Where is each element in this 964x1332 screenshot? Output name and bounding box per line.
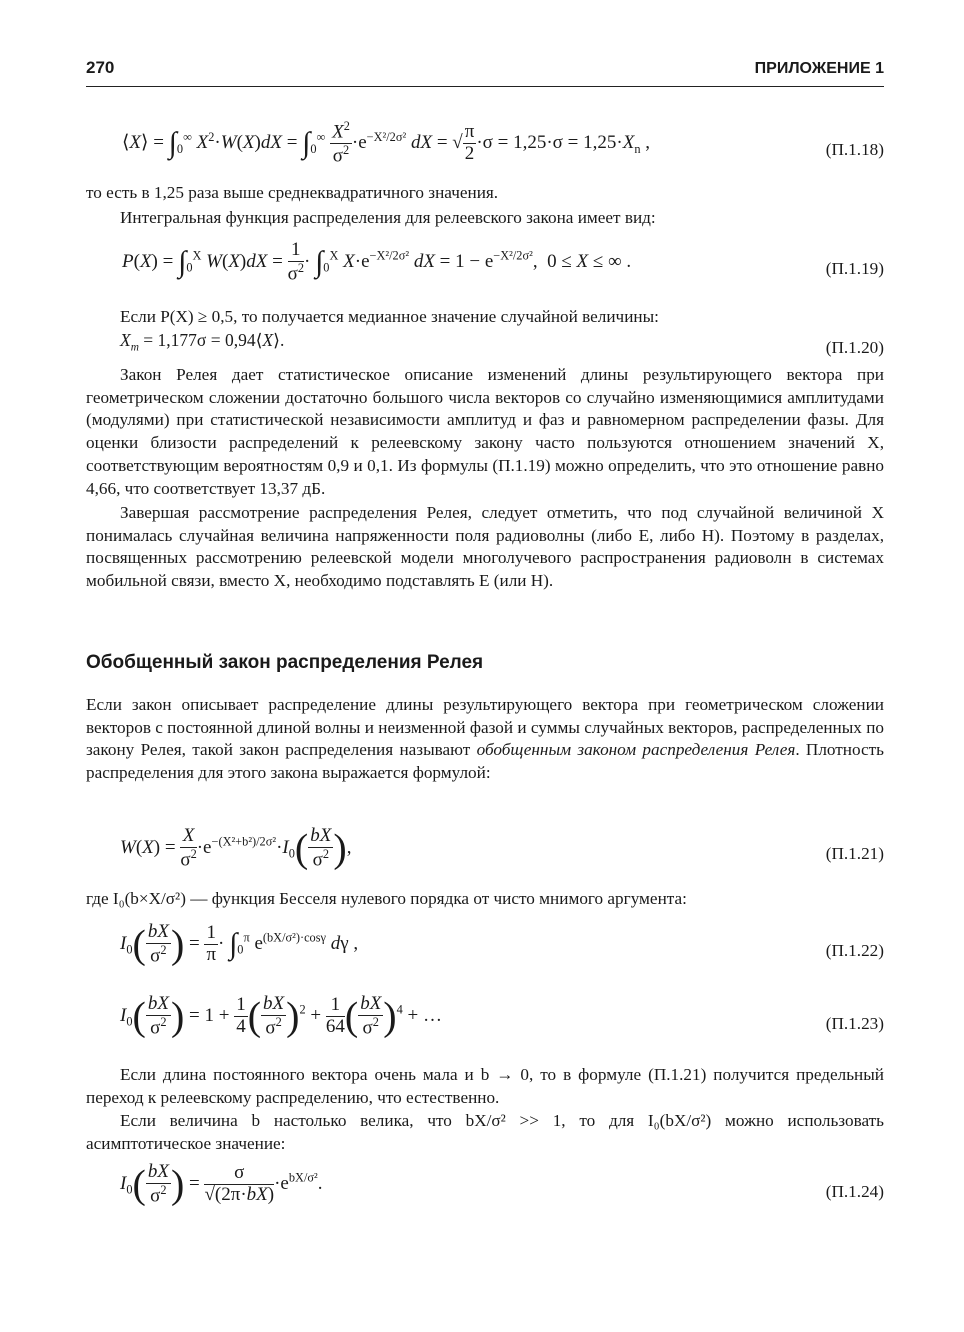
paragraph-6-part-a: Если закон описывает распределение длины результирующего вектора при геометрическом сложении векторов с постоянной длиной волны и неизменной фазой и суммы случайных векторов, распределенных по закону Релея, такой закон распределения называют <box>86 695 884 760</box>
equation-number-1-18: (П.1.18) <box>825 140 884 159</box>
equation-1-18: ⟨X⟩ = $\int_0^\infty$ $X^2\cdot W(X)dX = \int_0^\infty$ $\frac{X^2}{\sigma^2}$ $\cdot e^{-X^2/2\sigma^2}$ dX = √ $\frac{\pi}{2}$ $\cdot\sigma = 1,25\cdot\sigma = 1,25\cdot X_n$ , <box>122 119 650 167</box>
paragraph-3: Если P(X) ≥ 0,5, то получается медианное значение случайной величины: <box>120 307 659 326</box>
paragraph-6-part-b: . Плотность распределения для этого закона выражается формулой: <box>86 740 884 783</box>
section-heading: Обобщенный закон распределения Релея <box>86 652 484 673</box>
equation-number-1-19: (П.1.19) <box>825 259 884 278</box>
page-number: 270 <box>86 58 115 77</box>
equation-1-23: $I_0$( $\frac{bX}{\sigma^2}$ ) = 1 + $\frac{1}{4}$ ( $\frac{bX}{\sigma^2}$ )$^2$ + $\frac{1}{64}$ ( $\frac{bX}{\sigma^2}$ )$^4$ + … <box>120 993 443 1039</box>
equation-1-24: $I_0$( $\frac{bX}{\sigma^2}$ ) = $\frac{\sigma}{√(2\pi\cdot bX)}$ $\cdot e^{bX/\sigma^2}$. <box>120 1161 323 1207</box>
paragraph-2: Интегральная функция распределения для релеевского закона имеет вид: <box>120 208 656 227</box>
paragraph-1: то есть в 1,25 раза выше среднеквадратичного значения. <box>86 183 499 202</box>
paragraph-6-emphasis: обобщенным законом распределения Релея <box>476 740 796 760</box>
equation-1-19: $P(X) = \int_0^X$ W(X)dX = $\frac{1}{\sigma^2}$ · $\int_0^X$ $X\cdot e^{-X^2/2\sigma^2}$ dX = $1 - e^{-X^2/2\sigma^2}$, 0 ≤ X ≤ ∞ . <box>122 239 632 285</box>
equation-1-20: $X_m = 1,177\sigma$ = 0,94⟨X⟩. <box>120 330 285 354</box>
paragraph-8: Если длина постоянного вектора очень мала и b → 0, то в формуле (П.1.21) получится предельный переход к релеевскому распределению, что естественно. <box>86 1065 884 1107</box>
paragraph-4: Закон Релея дает статистическое описание изменений длины результирующего вектора при геометрическом сложении достаточно большого числа векторов со случайно изменяющимися амплитудами (модулями) при статистической независимости амплитуд и фаз и равномерном распределении фазы. Для оценки близости распределений к релеевскому закону часто пользуются отношением значений X, соответствующим вероятностям 0,9 и 0,1. Из формулы (П.1.19) можно определить, что это отношение равно 4,66, что соответствует 13,37 дБ. <box>86 365 884 498</box>
equation-number-1-23: (П.1.23) <box>825 1014 884 1033</box>
equation-number-1-21: (П.1.21) <box>825 844 884 863</box>
equation-1-21: W(X) = $\frac{X}{\sigma^2}$ $\cdot e^{-(X^2+b^2)/2\sigma^2}\cdot I_0$( $\frac{bX}{\sigma^2}$ ), <box>120 825 352 871</box>
equation-1-22: $I_0$( $\frac{bX}{\sigma^2}$ ) = $\frac{1}{\pi}$ · $\int_0^\pi$ $e^{(bX/\sigma^2)\cdot cos\gamma}$ dγ , <box>120 921 359 967</box>
equation-number-1-20: (П.1.20) <box>825 338 884 357</box>
page-header <box>86 52 884 87</box>
paragraph-7: где I₀(b×X/σ²) — функция Бесселя нулевого порядка от чисто мнимого аргумента: <box>86 889 687 908</box>
paragraph-5: Завершая рассмотрение распределения Релея, следует отметить, что под случайной величиной X понималась случайная величина напряженности поля радиоволны (либо E, либо H). Поэтому в разделах, посвященных рассмотрению релеевской модели многолучевого распространения радиоволн в системах мобильной связи, вместо X, необходимо подставлять E (или H). <box>86 503 884 591</box>
paragraph-6 <box>86 694 884 785</box>
equation-number-1-24: (П.1.24) <box>825 1182 884 1201</box>
paragraph-9: Если величина b настолько велика, что bX/σ² >> 1, то для I₀(bX/σ²) можно использовать асимптотическое значение: <box>86 1111 884 1153</box>
equation-number-1-22: (П.1.22) <box>825 941 884 960</box>
running-title: ПРИЛОЖЕНИЕ 1 <box>754 60 884 77</box>
